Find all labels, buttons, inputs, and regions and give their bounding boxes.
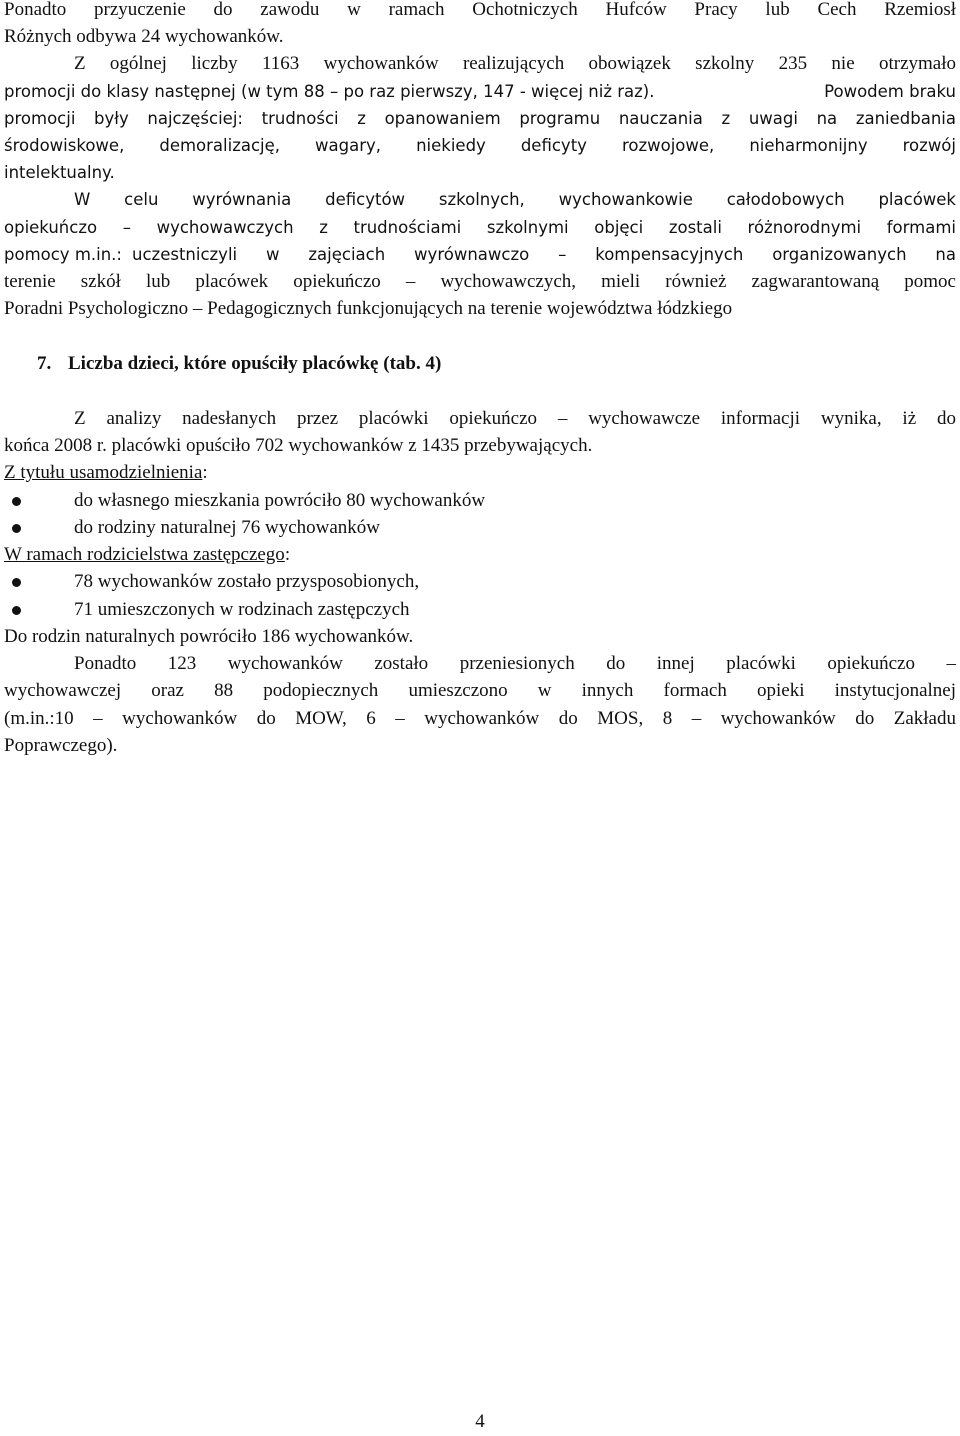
text-segment: Powodem braku [824,82,956,101]
bullet-icon [12,524,21,533]
text-line: środowiskowe, demoralizację, wagary, niekiedy deficyty rozwojowe, nieharmonijny rozwój [4,136,956,155]
section-number: 7. [37,353,52,374]
text-line: terenie szkół lub placówek opiekuńczo – wychowawczych, mieli również zagwarantowaną pomoc [4,271,956,292]
text-line [4,78,956,105]
text-line: Poradni Psychologiczno – Pedagogicznych funkcjonujących na terenie województwa łódzkiego [4,298,733,319]
text-line: opiekuńczo – wychowawczych z trudnościami szkolnymi objęci zostali różnorodnymi formami [4,218,956,237]
bullet-icon [12,497,21,506]
list-item-text: do rodziny naturalnej 76 wychowanków [74,517,381,538]
text-segment: promocji do klasy następnej (w tym 88 – po raz pierwszy, 147 - więcej niż raz). [4,82,655,101]
text-line: Różnych odbywa 24 wychowanków. [4,26,284,47]
text-line: intelektualny. [4,163,115,182]
bullet-icon [12,606,21,615]
section-title: Liczba dzieci, które opuściły placówkę (tab. 4) [68,353,442,374]
subheading [4,541,956,568]
subheading-colon: : [202,462,208,483]
text-line: Z analizy nadesłanych przez placówki opiekuńczo – wychowawcze informacji wynika, iż do [74,408,956,429]
text-line: Ponadto przyuczenie do zawodu w ramach Ochotniczych Hufców Pracy lub Cech Rzemiosł [4,0,956,20]
list-item-text: do własnego mieszkania powróciło 80 wychowanków [74,490,486,511]
page-number: 4 [475,1411,485,1432]
subheading-colon: : [284,544,291,565]
list-item-text: 71 umieszczonych w rodzinach zastępczych [74,599,410,620]
bullet-icon [12,578,21,587]
text-line: Do rodzin naturalnych powróciło 186 wychowanków. [4,626,414,647]
text-line: Poprawczego). [4,735,118,756]
subheading-label: W ramach rodzicielstwa zastępczego [4,544,285,565]
text-line: wychowawczej oraz 88 podopiecznych umieszczono w innych formach opieki instytucjonalnej [4,680,956,701]
section-heading [37,350,960,377]
list-item-text: 78 wychowanków zostało przysposobionych, [74,571,420,592]
subheading-label: Z tytułu usamodzielnienia [4,462,203,483]
text-line: Z ogólnej liczby 1163 wychowanków realizujących obowiązek szkolny 235 nie otrzymało [74,53,956,74]
text-line: (m.in.:10 – wychowanków do MOW, 6 – wychowanków do MOS, 8 – wychowanków do Zakładu [4,708,956,729]
subheading [4,459,956,486]
text-line: Ponadto 123 wychowanków zostało przeniesionych do innej placówki opiekuńczo – [74,653,956,674]
text-segment: pomocy m.in.: [4,245,122,264]
text-line: promocji były najczęściej: trudności z opanowaniem programu nauczania z uwagi na zaniedbania [4,109,956,128]
text-line: W celu wyrównania deficytów szkolnych, wychowankowie całodobowych placówek [74,190,956,209]
text-line: uczestniczyli w zajęciach wyrównawczo – kompensacyjnych organizowanych na [132,245,956,264]
text-line: końca 2008 r. placówki opuściło 702 wychowanków z 1435 przebywających. [4,435,593,456]
